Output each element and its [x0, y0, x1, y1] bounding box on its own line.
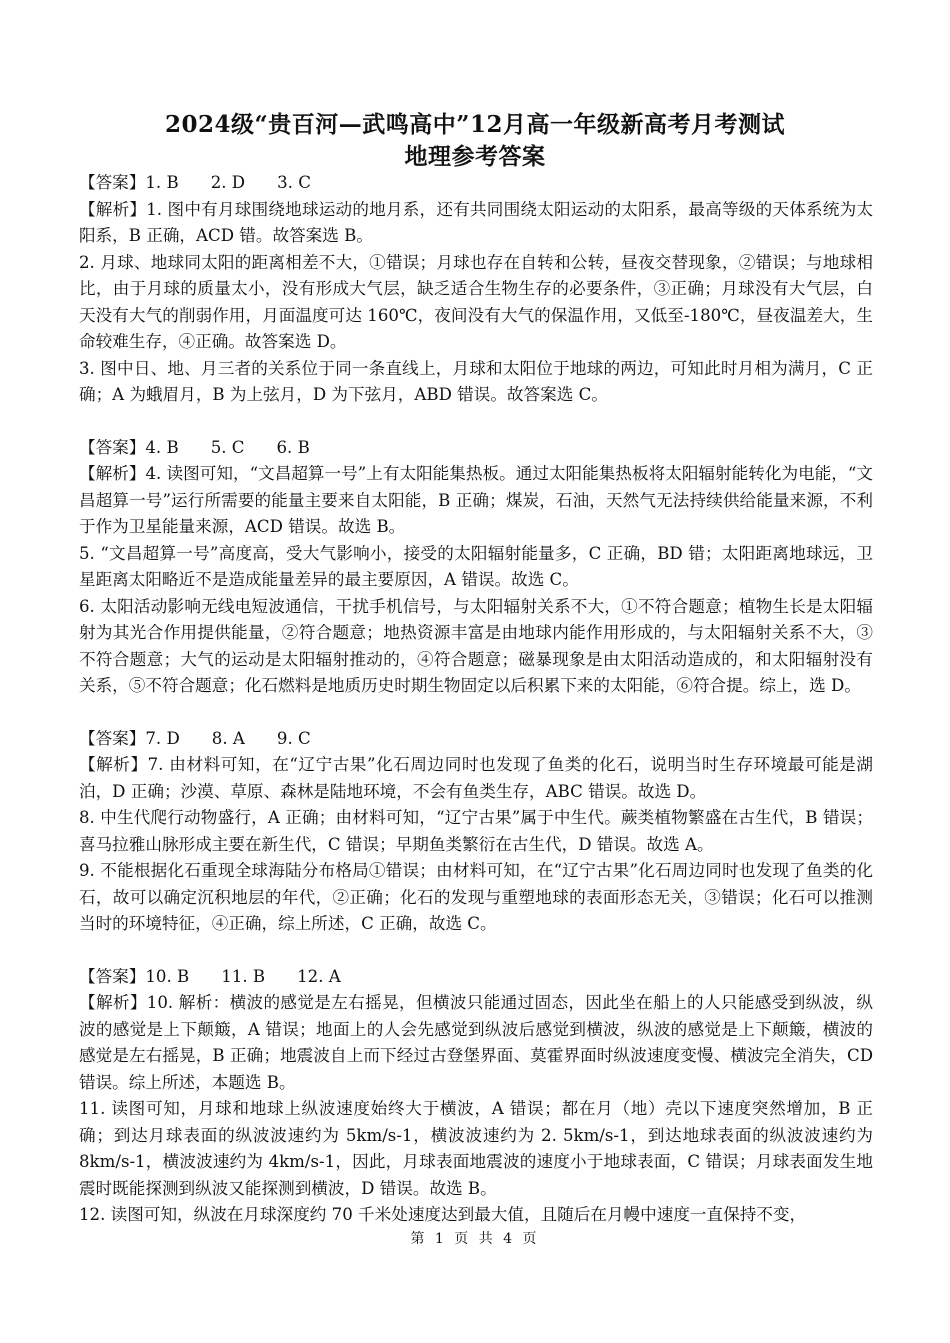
answer-line: 【答案】7. D 8. A 9. C	[79, 728, 311, 748]
analysis-paragraph: 【解析】1. 图中有月球围绕地球运动的地月系，还有共同围绕太阳运动的太阳系，最高等级的天体系统为太阳系，B 正确，ACD 错。故答案选 B。	[79, 199, 874, 245]
analysis-paragraph: 11. 读图可知，月球和地球上纵波速度始终大于横波，A 错误；都在月（地）壳以下速度突然增加，B 正确；到达月球表面的纵波波速约为 5km/s-1，横波波速约为 2. 5km/s-1，到达地球表面的纵波波速约为 8km/s-1，横波波速约为 4km/s-1，因此，月球表面地震波的速度小于地球表面，C 错误；月球表面发生地震时既能探测到纵波又能探测到横波，D 错误。故选 B。	[79, 1099, 873, 1198]
analysis-paragraph: 5. “文昌超算一号”高度高，受大气影响小，接受的太阳辐射能量多，C 正确，BD 错；太阳距离地球远，卫星距离太阳略近不是造成能量差异的最主要原因，A 错误。故选 C。	[79, 543, 873, 589]
page-footer: 第 1 页 共 4 页	[410, 1231, 540, 1247]
analysis-paragraph: 12. 读图可知，纵波在月球深度约 70 千米处速度达到最大值，且随后在月幔中速度一直保持不变，	[79, 1205, 807, 1224]
analysis-paragraph: 【解析】7. 由材料可知，在“辽宁古果”化石周边同时也发现了鱼类的化石，说明当时生存环境最可能是湖泊，D 正确；沙漠、草原、森林是陆地环境，不会有鱼类生存，ABC 错误。故选 D。	[79, 755, 873, 801]
analysis-paragraph: 9. 不能根据化石重现全球海陆分布格局①错误；由材料可知，在“辽宁古果”化石周边同时也发现了鱼类的化石，故可以确定沉积地层的年代，②正确；化石的发现与重塑地球的表面形态无关，③错误；化石可以推测当时的环境特征，④正确，综上所述，C 正确，故选 C。	[79, 861, 873, 933]
doc-subtitle: 地理参考答案	[404, 143, 546, 170]
analysis-paragraph: 3. 图中日、地、月三者的关系位于同一条直线上，月球和太阳位于地球的两边，可知此时月相为满月，C 正确；A 为蛾眉月，B 为上弦月，D 为下弦月，ABD 错误。故答案选 C。	[79, 358, 873, 404]
analysis-paragraph: 6. 太阳活动影响无线电短波通信，干扰手机信号，与太阳辐射关系不大，①不符合题意；植物生长是太阳辐射为其光合作用提供能量，②符合题意；地热资源丰富是由地球内能作用形成的，与太阳辐射关系不大，③不符合题意；大气的运动是太阳辐射推动的，④符合题意；磁暴现象是由太阳活动造成的，和太阳辐射没有关系，⑤不符合题意；化石燃料是地质历史时期生物固定以后积累下来的太阳能，⑥符合提。综上，选 D。	[79, 596, 873, 695]
answer-line: 【答案】1. B 2. D 3. C	[79, 173, 311, 192]
analysis-paragraph: 8. 中生代爬行动物盛行，A 正确；由材料可知，“辽宁古果”属于中生代。蕨类植物繁盛在古生代，B 错误；喜马拉雅山脉形成主要在新生代，C 错误；早期鱼类繁衍在古生代，D 错误。故选 A。	[79, 808, 873, 854]
doc-title: 2024级“贵百河—武鸣高中”12月高一年级新高考月考测试	[165, 111, 785, 138]
analysis-paragraph: 【解析】4. 读图可知，“文昌超算一号”上有太阳能集热板。通过太阳能集热板将太阳辐射能转化为电能，“文昌超算一号”运行所需要的能量主要来自太阳能，B 正确；煤炭，石油，天然气无法持续供给能量来源，不利于作为卫星能量来源，ACD 错误。故选 B。	[79, 464, 873, 536]
answer-content	[79, 170, 873, 1229]
answer-line: 【答案】4. B 5. C 6. B	[79, 437, 310, 457]
analysis-paragraph: 2. 月球、地球同太阳的距离相差不大，①错误；月球也存在自转和公转，昼夜交替现象，②错误；与地球相比，由于月球的质量太小，没有形成大气层，缺乏适合生物生存的必要条件，③正确；月球没有大气层，白天没有大气的削弱作用，月面温度可达 160℃，夜间没有大气的保温作用，又低至-180℃，昼夜温差大，生命较难生存，④正确。故答案选 D。	[79, 252, 873, 351]
answer-line: 【答案】10. B 11. B 12. A	[79, 966, 341, 986]
analysis-paragraph: 【解析】10. 解析：横波的感觉是左右摇晃，但横波只能通过固态，因此坐在船上的人只能感受到纵波，纵波的感觉是上下颠簸，A 错误；地面上的人会先感觉到纵波后感觉到横波，纵波的感觉是上下颠簸，横波的感觉是左右摇晃，B 正确；地震波自上而下经过古登堡界面、莫霍界面时纵波速度变慢、横波完全消失，CD 错误。综上所述，本题选 B。	[79, 993, 873, 1092]
